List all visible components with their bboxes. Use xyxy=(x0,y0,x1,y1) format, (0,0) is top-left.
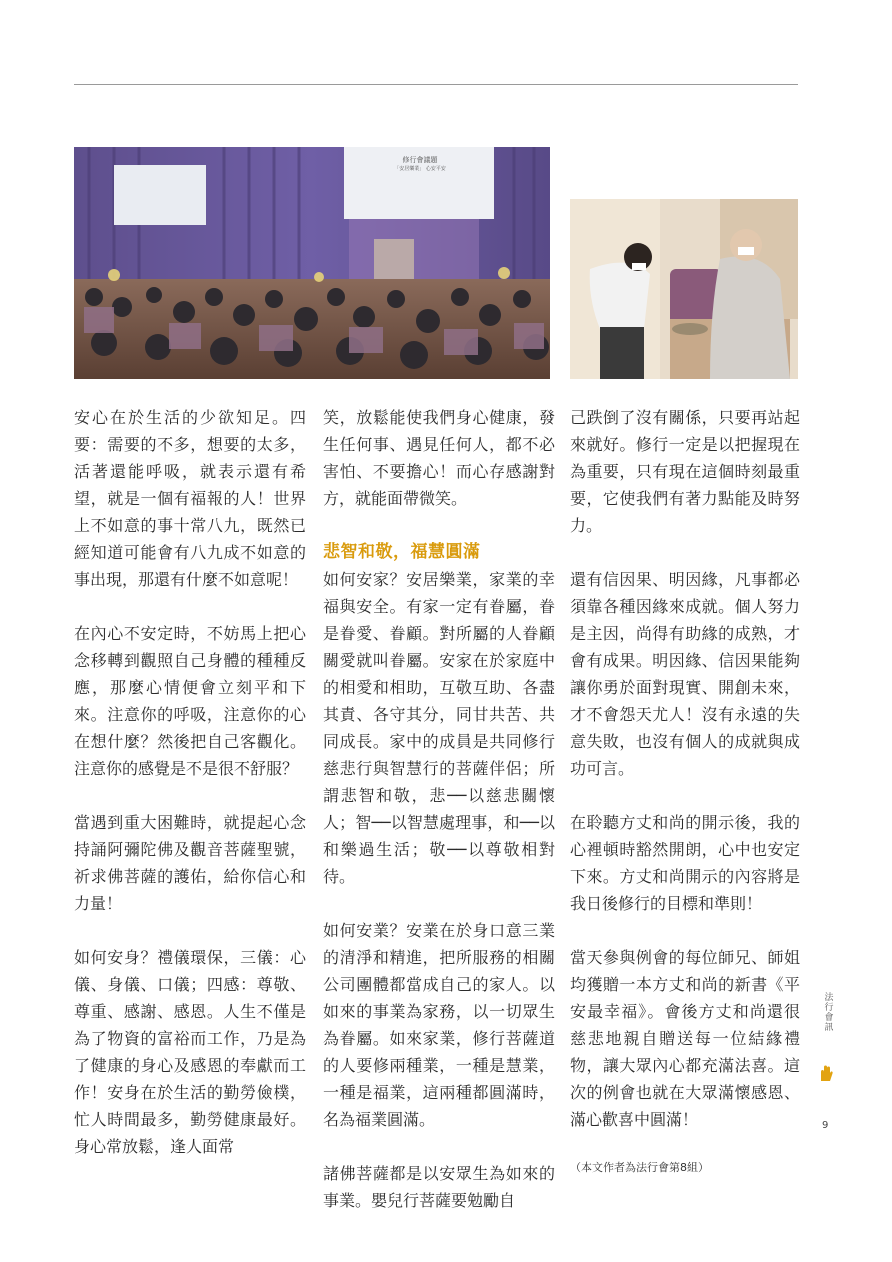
text-column-2 xyxy=(323,404,555,1214)
conference-hall-photo xyxy=(74,147,550,379)
paragraph: 如何安家？安居樂業，家業的幸福與安全。有家一定有眷屬，眷是眷愛、眷顧。對所屬的人眷顧關愛就叫眷屬。安家在於家庭中的相愛和相助，互敬互助、各盡其責、各守其分，同甘共苦、共同成長。家中的成員是共同修行慈悲行與智慧行的菩薩伴侶；所謂悲智和敬，悲──以慈悲關懷人；智──以智慧處理事，和──以和樂過生活；敬──以尊敬相對待。 xyxy=(323,570,555,886)
section-heading: 悲智和敬，福慧圓滿 xyxy=(323,542,481,562)
paragraph: 在聆聽方丈和尚的開示後，我的心裡頓時豁然開朗，心中也安定下來。方丈和尚開示的內容將是我日後修行的目標和準則！ xyxy=(570,813,800,913)
paragraph: 如何安業？安業在於身口意三業的清淨和精進，把所服務的相關公司團體都當成自己的家人。以如來的事業為家務，以一切眾生為眷屬。如來家業，修行菩薩道的人要修兩種業，一種是慧業，一種是福業，這兩種都圓滿時，名為福業圓滿。 xyxy=(323,921,555,1129)
text-column-3 xyxy=(570,404,800,1203)
hand-icon xyxy=(818,1064,834,1082)
paragraph: 還有信因果、明因緣，凡事都必須靠各種因緣來成就。個人努力是主因，尚得有助緣的成熟，才會有成果。明因緣、信因果能夠讓你勇於面對現實、開創未來，才不會怨天尤人！沒有永遠的失意失敗，也沒有個人的成就與成功可言。 xyxy=(570,570,800,778)
page-number: 9 xyxy=(822,1120,829,1131)
publication-name: 法行會訊 xyxy=(824,993,834,1033)
screen-subtitle-right: 心安平安 xyxy=(425,166,446,172)
author-note: （本文作者為法行會第8組） xyxy=(570,1161,709,1174)
meeting-photo xyxy=(570,199,798,379)
paragraph: 笑，放鬆能使我們身心健康，發生任何事、遇見任何人，都不必害怕、不要擔心！而心存感謝對方，就能面帶微笑。 xyxy=(323,408,555,508)
paragraph: 當遇到重大困難時，就提起心念持誦阿彌陀佛及觀音菩薩聖號，祈求佛菩薩的護佑，給你信心和力量！ xyxy=(74,813,306,913)
text-column-1 xyxy=(74,404,306,1160)
paragraph: 諸佛菩薩都是以安眾生為如來的事業。嬰兒行菩薩要勉勵自 xyxy=(323,1164,555,1210)
screen-title: 修行會議題 xyxy=(402,156,438,164)
paragraph: 己跌倒了沒有關係，只要再站起來就好。修行一定是以把握現在為重要，只有現在這個時刻最重要，它使我們有著力點能及時努力。 xyxy=(570,408,800,535)
paragraph: 安心在於生活的少欲知足。四要：需要的不多，想要的太多，活著還能呼吸，就表示還有希望，就是一個有福報的人！世界上不如意的事十常八九，既然已經知道可能會有八九成不如意的事出現，那還有什麼不如意呢！ xyxy=(74,408,306,589)
paragraph: 在內心不安定時，不妨馬上把心念移轉到觀照自己身體的種種反應，那麼心情便會立刻平和下來。注意你的呼吸，注意你的心在想什麼？然後把自己客觀化。注意你的感覺是不是很不舒服？ xyxy=(74,624,306,778)
paragraph: 如何安身？禮儀環保，三儀：心儀、身儀、口儀；四感：尊敬、尊重、感謝、感恩。人生不僅是為了物資的富裕而工作，乃是為了健康的身心及感恩的奉獻而工作！安身在於生活的勤勞儉樸，忙人時間最多，勤勞健康最好。身心常放鬆，逢人面常 xyxy=(74,948,306,1156)
paragraph: 當天參與例會的每位師兄、師姐均獲贈一本方丈和尚的新書《平安最幸福》。會後方丈和尚還很慈悲地親自贈送每一位結緣禮物，讓大眾內心都充滿法喜。這次的例會也就在大眾滿懷感恩、滿心歡喜中圓滿！ xyxy=(570,948,800,1129)
screen-subtitle-left: 「安居樂業」 xyxy=(394,166,425,172)
top-rule xyxy=(74,84,798,85)
